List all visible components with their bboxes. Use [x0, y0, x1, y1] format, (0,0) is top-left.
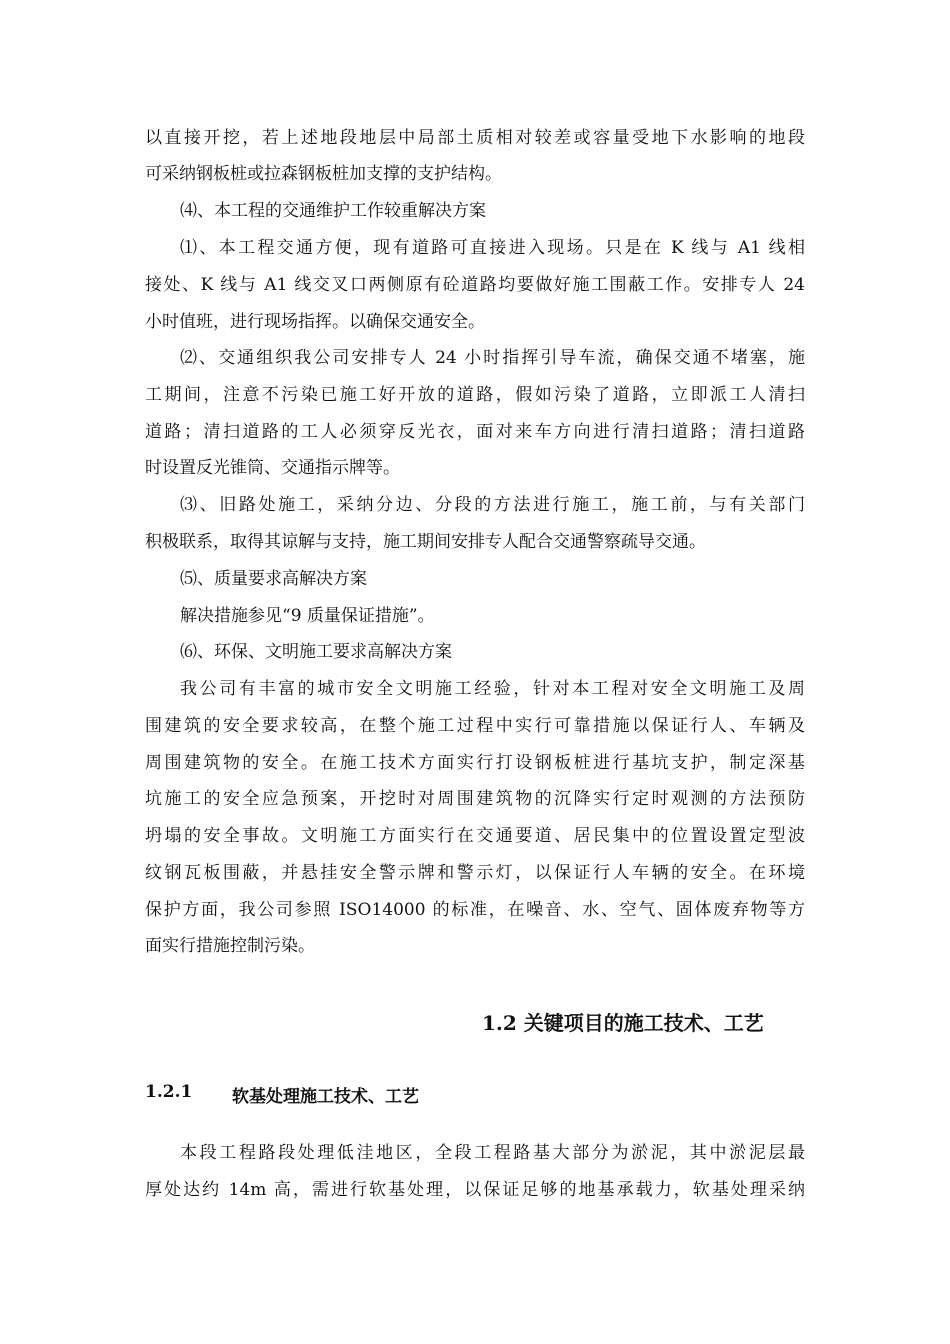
paragraph-line: 我公司有丰富的城市安全文明施工经验，针对本工程对安全文明施工及周	[180, 679, 805, 699]
list-item-heading: ⑹、环保、文明施工要求高解决方案	[180, 642, 452, 662]
paragraph-line: 纹钢瓦板围蔽，并悬挂安全警示牌和警示灯，以保证行人车辆的安全。在环境	[145, 863, 805, 883]
paragraph-line: 周围建筑物的安全。在施工技术方面实行打设钢板桩进行基坑支护，制定深基	[145, 753, 805, 773]
subsection-title: 软基处理施工技术、工艺	[232, 1087, 419, 1107]
subsection-number: 1.2.1	[145, 1082, 193, 1102]
paragraph-line: 可采纳钢板桩或拉森钢板桩加支撑的支护结构。	[145, 164, 502, 184]
paragraph-line: 坍塌的安全事故。文明施工方面实行在交通要道、居民集中的位置设置定型波	[145, 826, 805, 846]
paragraph-line: 道路；清扫道路的工人必须穿反光衣，面对来车方向进行清扫道路；清扫道路	[145, 422, 805, 442]
paragraph-line: 保护方面，我公司参照 ISO14000 的标准，在噪音、水、空气、固体废弃物等方	[145, 900, 805, 920]
list-item-heading: ⑸、质量要求高解决方案	[180, 569, 367, 589]
list-item-heading: ⑷、本工程的交通维护工作较重解决方案	[180, 201, 486, 221]
paragraph-line: 解决措施参见“9 质量保证措施”。	[180, 606, 435, 626]
paragraph-line: ⑵、交通组织我公司安排专人 24 小时指挥引导车流，确保交通不堵塞，施	[180, 348, 805, 368]
paragraph-line: 坑施工的安全应急预案，开挖时对周围建筑物的沉降实行定时观测的方法预防	[145, 789, 805, 809]
paragraph-line: ⑶、旧路处施工，采纳分边、分段的方法进行施工，施工前，与有关部门	[180, 495, 805, 515]
paragraph-line: 围建筑的安全要求较高，在整个施工过程中实行可靠措施以保证行人、车辆及	[145, 716, 805, 736]
paragraph-line: 以直接开挖，若上述地段地层中局部土质相对较差或容量受地下水影响的地段	[145, 128, 805, 148]
paragraph-line: 接处、K 线与 A1 线交叉口两侧原有砼道路均要做好施工围蔽工作。安排专人 24	[145, 275, 805, 295]
paragraph-line: 本段工程路段处理低洼地区，全段工程路基大部分为淤泥，其中淤泥层最	[180, 1143, 805, 1163]
paragraph-line: 积极联系，取得其谅解与支持，施工期间安排专人配合交通警察疏导交通。	[145, 532, 706, 552]
paragraph-line: 厚处达约 14m 高，需进行软基处理，以保证足够的地基承载力，软基处理采纳	[145, 1180, 805, 1200]
paragraph-line: 小时值班，进行现场指挥。以确保交通安全。	[145, 312, 485, 332]
paragraph-line: 时设置反光锥筒、交通指示牌等。	[145, 458, 400, 478]
paragraph-line: ⑴、本工程交通方便，现有道路可直接进入现场。只是在 K 线与 A1 线相	[180, 238, 805, 258]
paragraph-line: 工期间，注意不污染已施工好开放的道路，假如污染了道路，立即派工人清扫	[145, 385, 805, 405]
section-title: 1.2 关键项目的施工技术、工艺	[482, 1011, 764, 1035]
paragraph-line: 面实行措施控制污染。	[145, 936, 315, 956]
